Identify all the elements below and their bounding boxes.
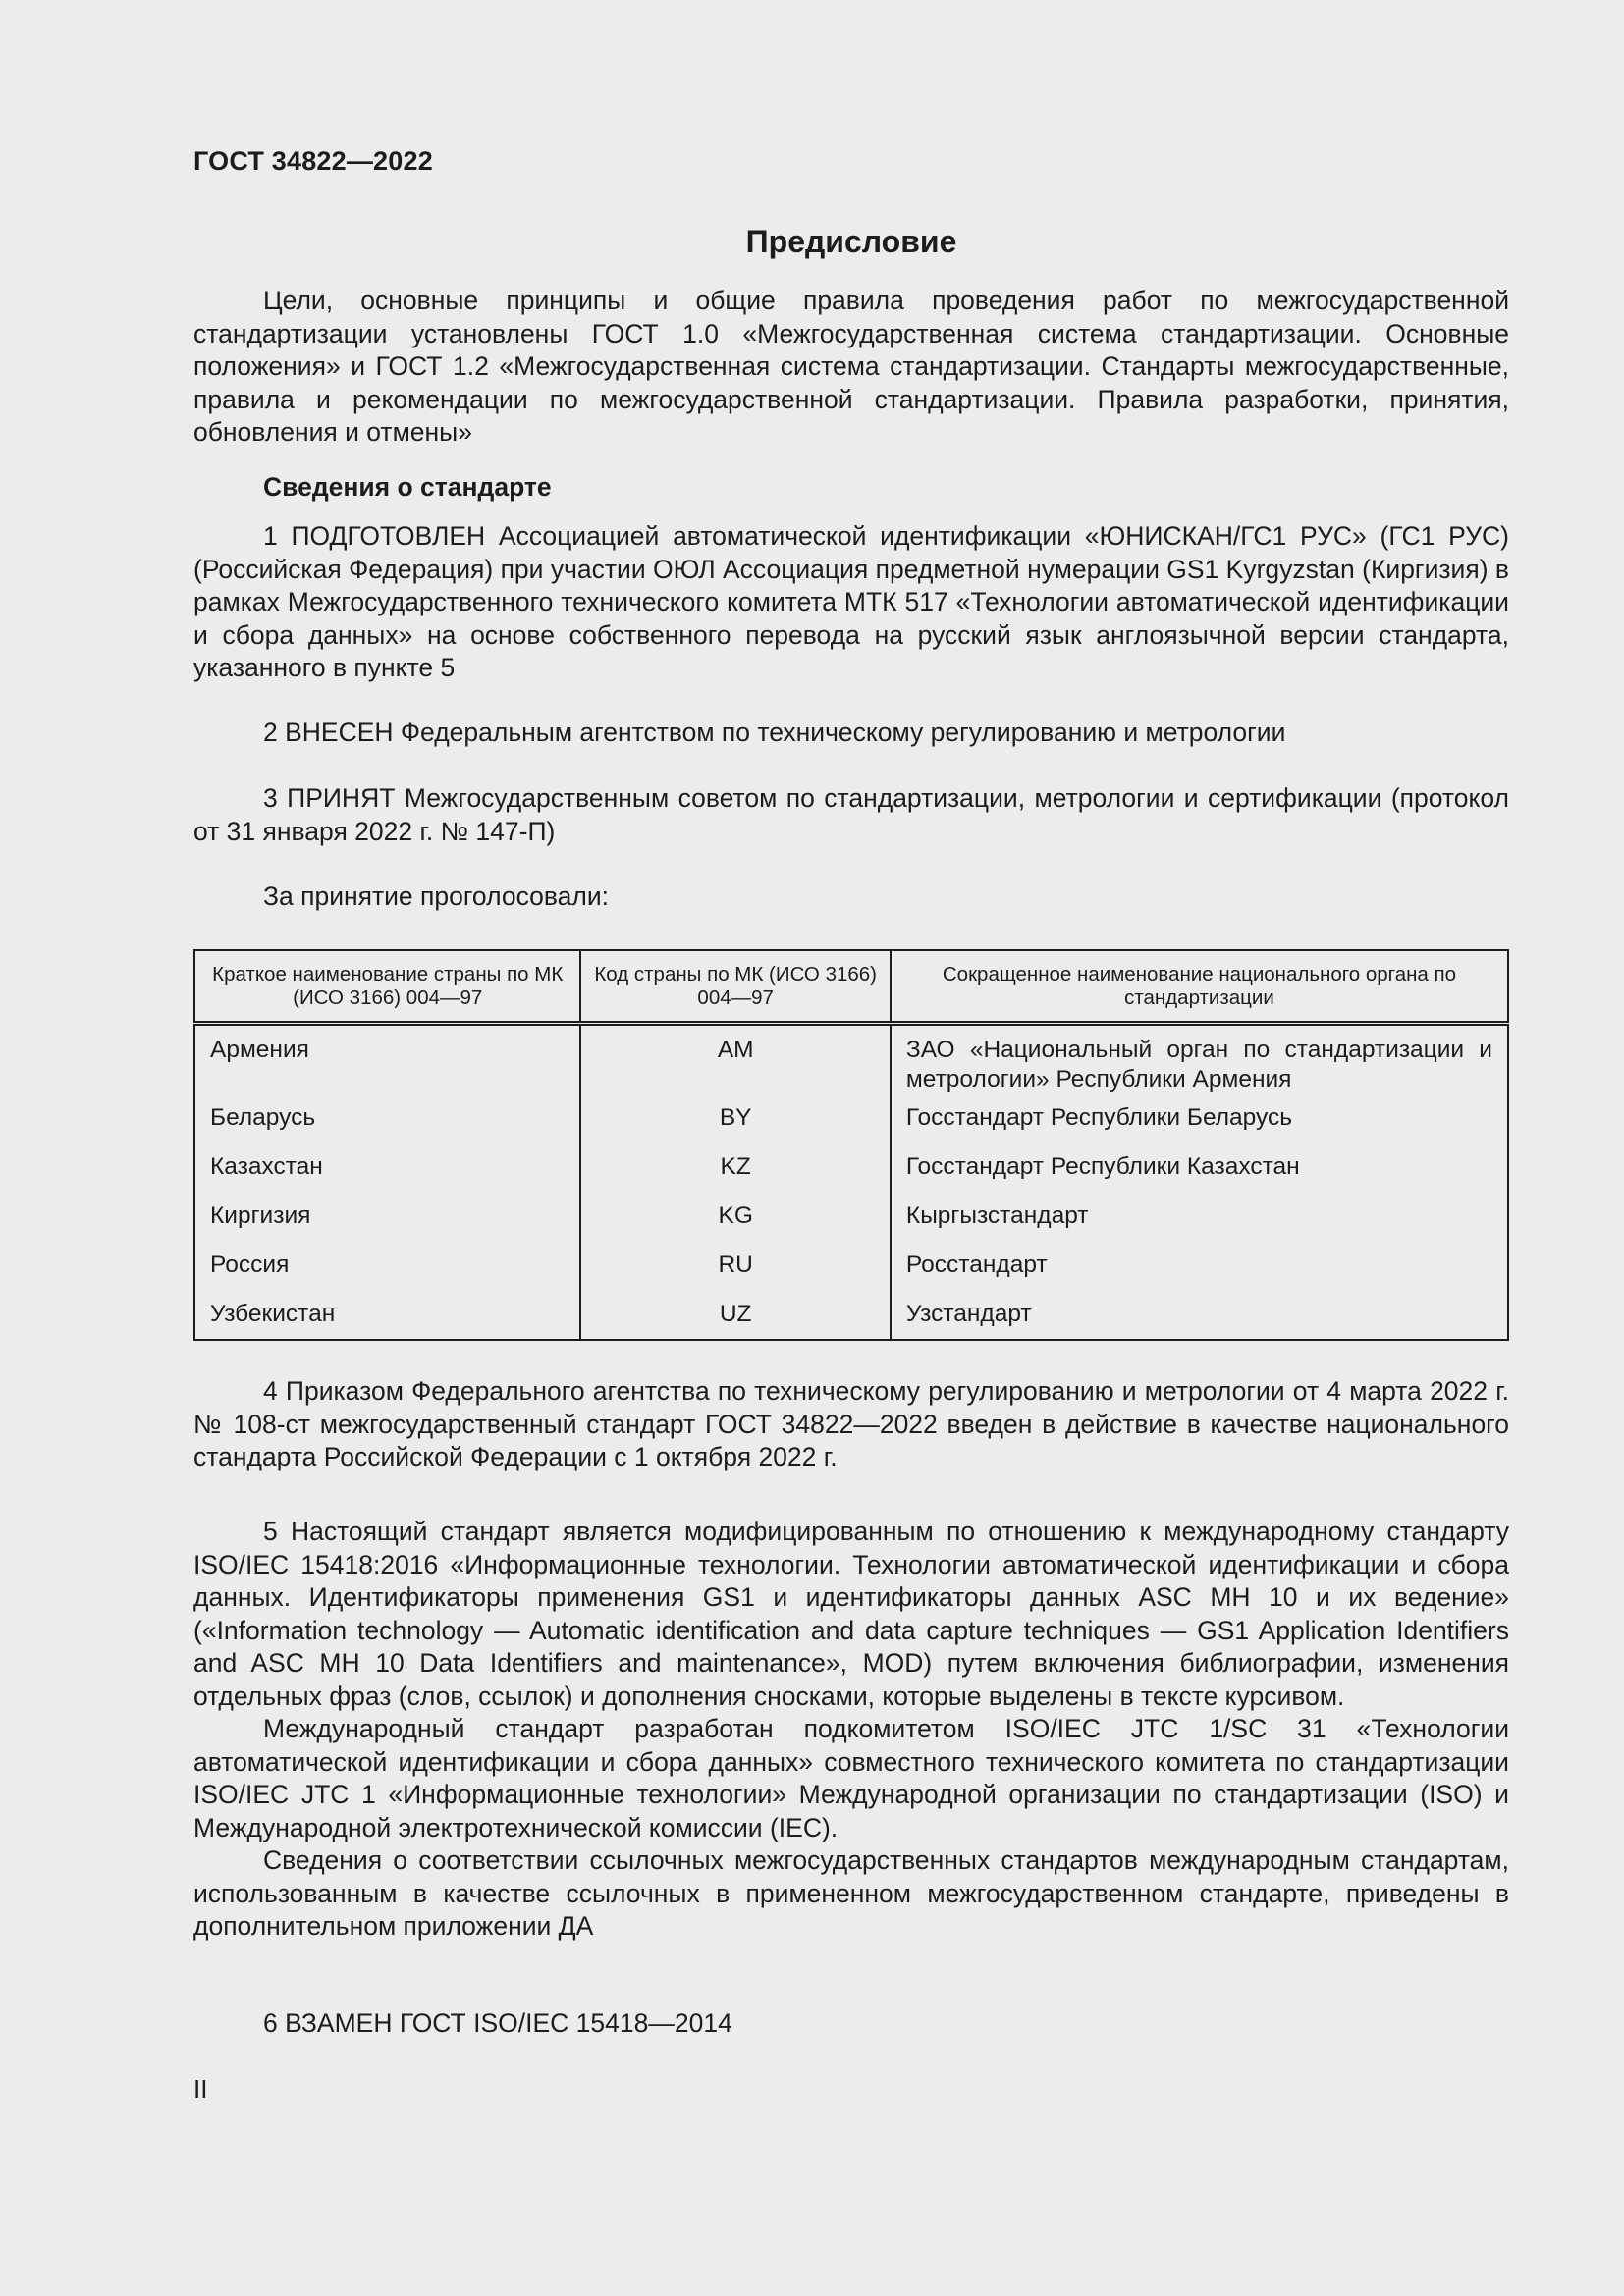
country-cell: Россия — [194, 1251, 580, 1300]
body-cell: Госстандарт Республики Беларусь — [905, 1104, 1293, 1131]
item-5-reference-text: Сведения о соответствии ссылочных межгосударственных стандартов международным стандартам, использованным в качестве ссылочных в примененном межгосударственном стандарте, приведены в дополнительном приложении ДА — [193, 1845, 1509, 1941]
table-row — [194, 1201, 1508, 1251]
intro-text: Цели, основные принципы и общие правила проведения работ по межгосударственной стандартизации установлены ГОСТ 1.0 «Межгосударственная система стандартизации. Основные положения» и ГОСТ 1.2 «Межгосударственная система стандартизации. Стандарты межгосударственные, правила и рекомендации по межгосударственной стандартизации. Правила разработки, принятия, обновления и отмены» — [193, 286, 1509, 447]
country-cell: Узбекистан — [194, 1300, 580, 1340]
table-row — [194, 1300, 1508, 1340]
code-cell: KG — [580, 1201, 890, 1251]
country-cell: Беларусь — [194, 1103, 580, 1152]
item-3-text: 3 ПРИНЯТ Межгосударственным советом по стандартизации, метрологии и сертификации (протокол от 31 января 2022 г. № 147-П) — [193, 783, 1509, 846]
countries-table — [193, 949, 1509, 1341]
item-4-text: 4 Приказом Федерального агентства по техническому регулированию и метрологии от 4 марта 2022 г. № 108-ст межгосударственный стандарт ГОСТ 34822—2022 введен в действие в качестве национального стандарта Российской Федерации с 1 октября 2022 г. — [193, 1376, 1509, 1471]
table-row — [194, 1024, 1508, 1104]
table-header-row — [194, 950, 1508, 1024]
country-cell: Киргизия — [194, 1201, 580, 1251]
table-row — [194, 1152, 1508, 1201]
item-3-paragraph — [193, 782, 1509, 848]
table-row — [194, 1251, 1508, 1300]
item-4-paragraph — [193, 1375, 1509, 1474]
table-row — [194, 1103, 1508, 1152]
country-cell: Армения — [194, 1024, 580, 1104]
document-code: ГОСТ 34822—2022 — [193, 146, 433, 176]
item-2-text: 2 ВНЕСЕН Федеральным агентством по техническому регулированию и метрологии — [263, 718, 1286, 747]
column-header-country: Краткое наименование страны по МК (ИСО 3166) 004—97 — [194, 950, 580, 1024]
item-5-text: 5 Настоящий стандарт является модифицированным по отношению к международному стандарту ISO/IEC 15418:2016 «Информационные технологии. Технологии автоматической идентификации и сбора данных. Идентификаторы применения GS1 и идентификаторы данных ASC MH 10 и их ведение» («Information technology — Automatic identification and data capture techniques — GS1 Application Identifiers and ASC MH 10 Data Identifiers and maintenance», MOD) путем включения библиографии, изменения отдельных фраз (слов, ссылок) и дополнения сносками, которые выделены в тексте курсивом. — [193, 1517, 1509, 1711]
body-cell: Госстандарт Республики Казахстан — [905, 1153, 1300, 1180]
item-1-paragraph — [193, 520, 1509, 685]
code-cell: KZ — [580, 1152, 890, 1201]
code-cell: RU — [580, 1251, 890, 1300]
section-heading: Сведения о стандарте — [263, 472, 552, 502]
column-header-body: Сокращенное наименование национального органа по стандартизации — [891, 950, 1508, 1024]
page-number: II — [193, 2074, 208, 2104]
body-cell: ЗАО «Национальный орган по стандартизации и метрологии» Республики Армения — [905, 1037, 1492, 1093]
code-cell: BY — [580, 1103, 890, 1152]
code-cell: AM — [580, 1024, 890, 1104]
country-cell: Казахстан — [194, 1152, 580, 1201]
item-1-text: 1 ПОДГОТОВЛЕН Ассоциацией автоматической идентификации «ЮНИСКАН/ГС1 РУС» (ГС1 РУС) (Российская Федерация) при участии ОЮЛ Ассоциация предметной нумерации GS1 Kyrgyzstan (Киргизия) в рамках Межгосударственного технического комитета МТК 517 «Технологии автоматической идентификации и сбора данных» на основе собственного перевода на русский язык англоязычной версии стандарта, указанного в пункте 5 — [193, 521, 1509, 682]
item-5-section — [193, 1516, 1509, 1944]
body-cell: Росстандарт — [905, 1252, 1048, 1278]
item-5-international-text: Международный стандарт разработан подкомитетом ISO/IEC JTC 1/SC 31 «Технологии автоматической идентификации и сбора данных» совместного технического комитета по стандартизации ISO/IEC JTC 1 «Информационные технологии» Международной организации по стандартизации (ISO) и Международной электротехнической комиссии (IEC). — [193, 1714, 1509, 1842]
item-6-text: 6 ВЗАМЕН ГОСТ ISO/IEC 15418—2014 — [263, 2008, 732, 2038]
intro-paragraph — [193, 285, 1509, 450]
page-title: Предисловие — [745, 224, 957, 259]
body-cell: Кыргызстандарт — [905, 1202, 1089, 1229]
body-cell: Узстандарт — [905, 1301, 1032, 1327]
column-header-code: Код страны по МК (ИСО 3166) 004—97 — [580, 950, 890, 1024]
code-cell: UZ — [580, 1300, 890, 1340]
voted-label: За принятие проголосовали: — [263, 881, 610, 911]
